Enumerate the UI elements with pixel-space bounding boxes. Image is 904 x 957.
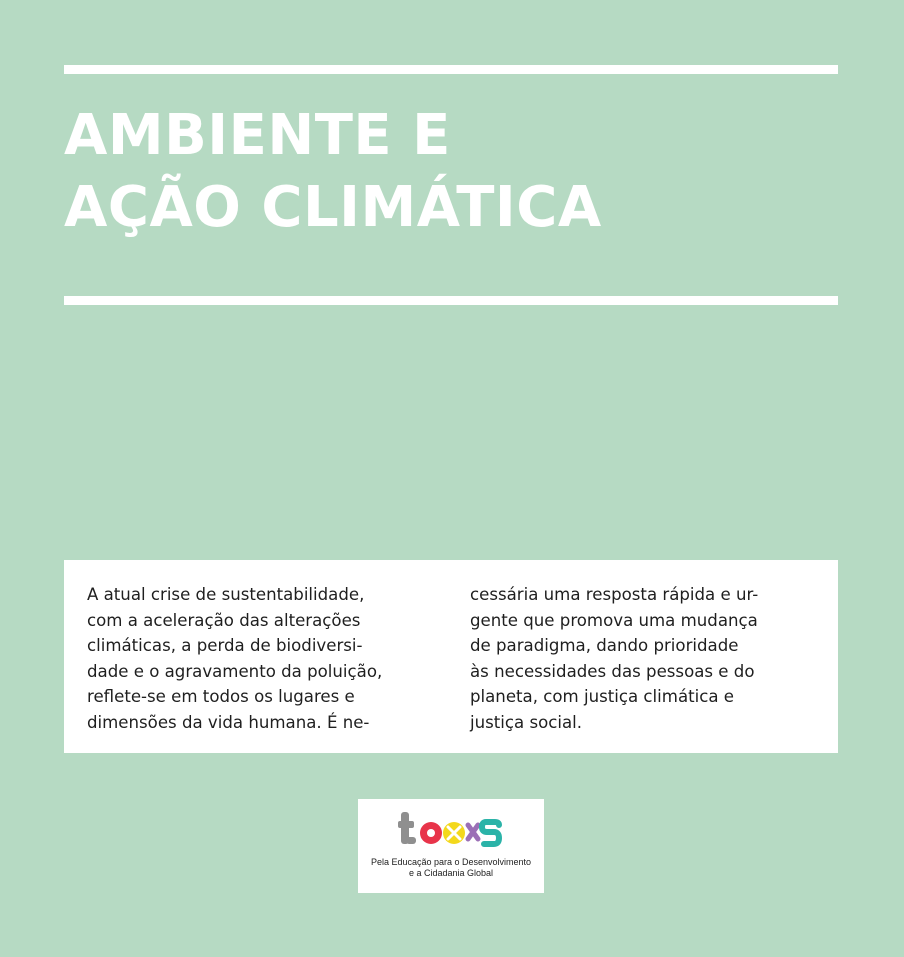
text-line: com a aceleração das alterações — [87, 610, 361, 630]
organization-logo — [358, 799, 544, 893]
logo-caption-line-2: e a Cidadania Global — [408, 868, 494, 878]
logo-caption-line-1: Pela Educação para o Desenvolvimento — [370, 857, 532, 867]
text-column-left — [87, 582, 382, 735]
text-line: A atual crise de sustentabilidade, — [87, 585, 365, 604]
page-title — [64, 100, 602, 244]
title-line-1: AMBIENTE E — [64, 103, 451, 168]
text-line: reflete-se em todos os lugares e — [87, 687, 355, 706]
logo-caption — [358, 857, 544, 879]
text-line: gente que promova uma mudança — [470, 610, 758, 630]
text-line: planeta, com justiça climática e — [470, 687, 735, 706]
text-line: climáticas, a perda de biodiversi- — [87, 636, 363, 655]
text-line: às necessidades das pessoas e do — [470, 661, 755, 681]
text-line: de paradigma, dando prioridade — [470, 636, 739, 655]
text-line: dade e o agravamento da poluição, — [87, 661, 383, 681]
top-divider — [64, 65, 838, 74]
text-column-right — [470, 582, 758, 735]
bottom-divider — [64, 296, 838, 305]
logo-wordmark-icon — [398, 809, 504, 849]
text-line: cessária uma resposta rápida e ur- — [470, 585, 759, 604]
text-line: justiça social. — [470, 712, 583, 732]
text-line: dimensões da vida humana. É ne- — [87, 712, 370, 732]
title-line-2: AÇÃO CLIMÁTICA — [64, 175, 602, 240]
intro-text-panel — [64, 560, 838, 753]
